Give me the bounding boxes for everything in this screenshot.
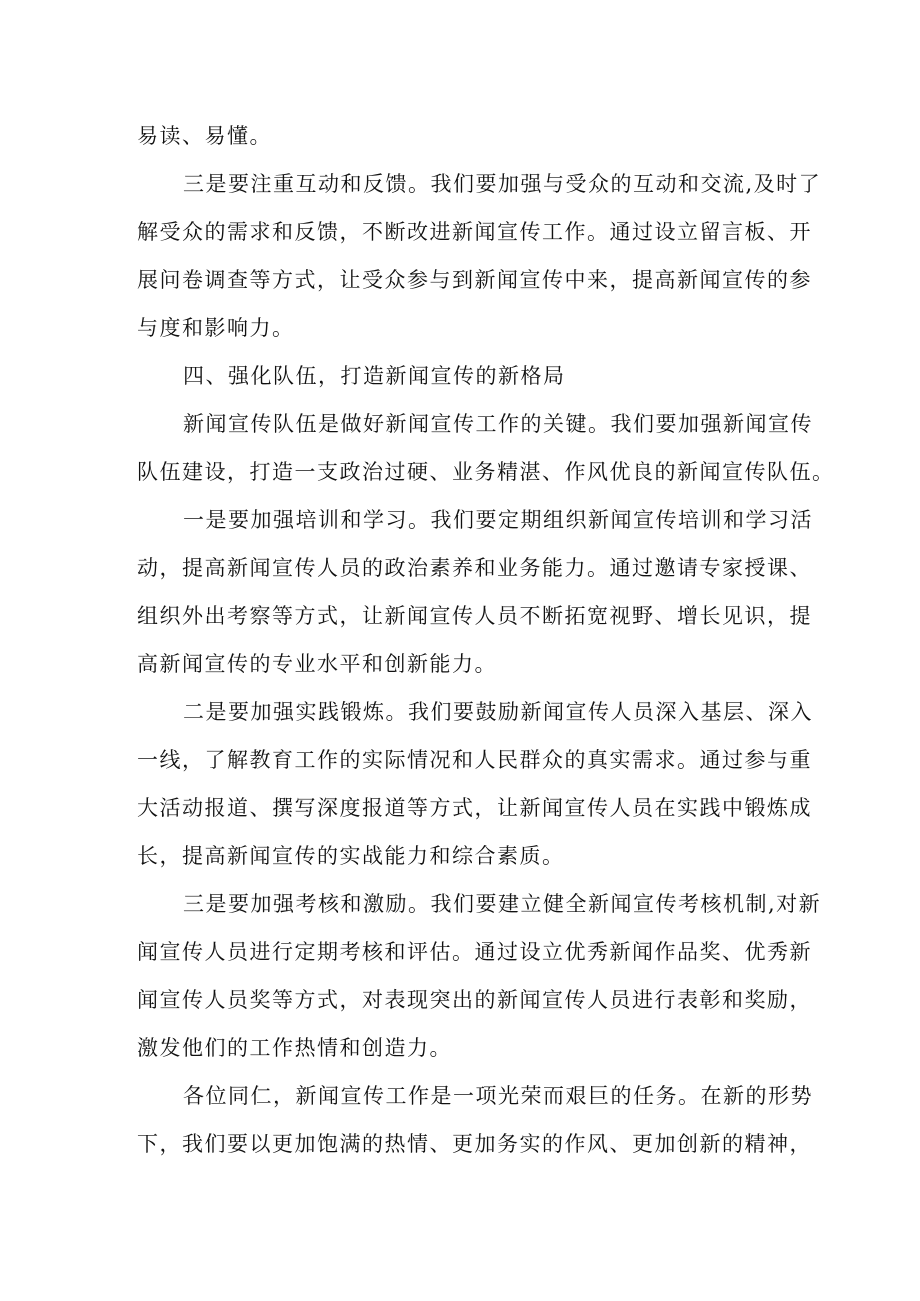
paragraph [137,1072,813,1168]
text-line: 解受众的需求和反馈，不断改进新闻宣传工作。通过设立留言板、开 [137,220,812,244]
text-line: 各位同仁，新闻宣传工作是一项光荣而艰巨的任务。在新的形势 [183,1084,813,1108]
paragraph [137,688,813,880]
text-line: 二是要加强实践锻炼。我们要鼓励新闻宣传人员深入基层、深入 [183,700,813,724]
text-line: 队伍建设，打造一支政治过硬、业务精湛、作风优良的新闻宣传队伍。 [137,460,835,484]
text-line: 展问卷调查等方式，让受众参与到新闻宣传中来，提高新闻宣传的参 [137,268,812,292]
text-line: 三是要注重互动和反馈。我们要加强与受众的互动和交流,及时了 [183,172,822,196]
text-line: 与度和影响力。 [137,316,295,340]
text-line: 一是要加强培训和学习。我们要定期组织新闻宣传培训和学习活 [183,508,813,532]
text-line: 易读、易懂。 [137,124,272,148]
text-line: 三是要加强考核和激励。我们要建立健全新闻宣传考核机制,对新 [183,892,822,916]
section-heading [137,352,797,400]
text-line: 闻宣传人员进行定期考核和评估。通过设立优秀新闻作品奖、优秀新 [137,940,812,964]
paragraph [137,880,822,1072]
text-line: 四、强化队伍，打造新闻宣传的新格局 [183,364,566,388]
document-body [137,112,835,1168]
text-line: 长，提高新闻宣传的实战能力和综合素质。 [137,844,565,868]
text-line: 下，我们要以更加饱满的热情、更加务实的作风、更加创新的精神， [137,1132,812,1156]
paragraph [137,160,822,352]
text-line: 一线，了解教育工作的实际情况和人民群众的真实需求。通过参与重 [137,748,812,772]
paragraph [137,400,835,496]
paragraph [137,112,797,160]
text-line: 高新闻宣传的专业水平和创新能力。 [137,652,497,676]
text-line: 闻宣传人员奖等方式，对表现突出的新闻宣传人员进行表彰和奖励， [137,988,812,1012]
text-line: 激发他们的工作热情和创造力。 [137,1036,452,1060]
text-line: 大活动报道、撰写深度报道等方式，让新闻宣传人员在实践中锻炼成 [137,796,812,820]
text-line: 动，提高新闻宣传人员的政治素养和业务能力。通过邀请专家授课、 [137,556,812,580]
text-line: 新闻宣传队伍是做好新闻宣传工作的关键。我们要加强新闻宣传 [183,412,813,436]
paragraph [137,496,813,688]
text-line: 组织外出考察等方式，让新闻宣传人员不断拓宽视野、增长见识，提 [137,604,812,628]
